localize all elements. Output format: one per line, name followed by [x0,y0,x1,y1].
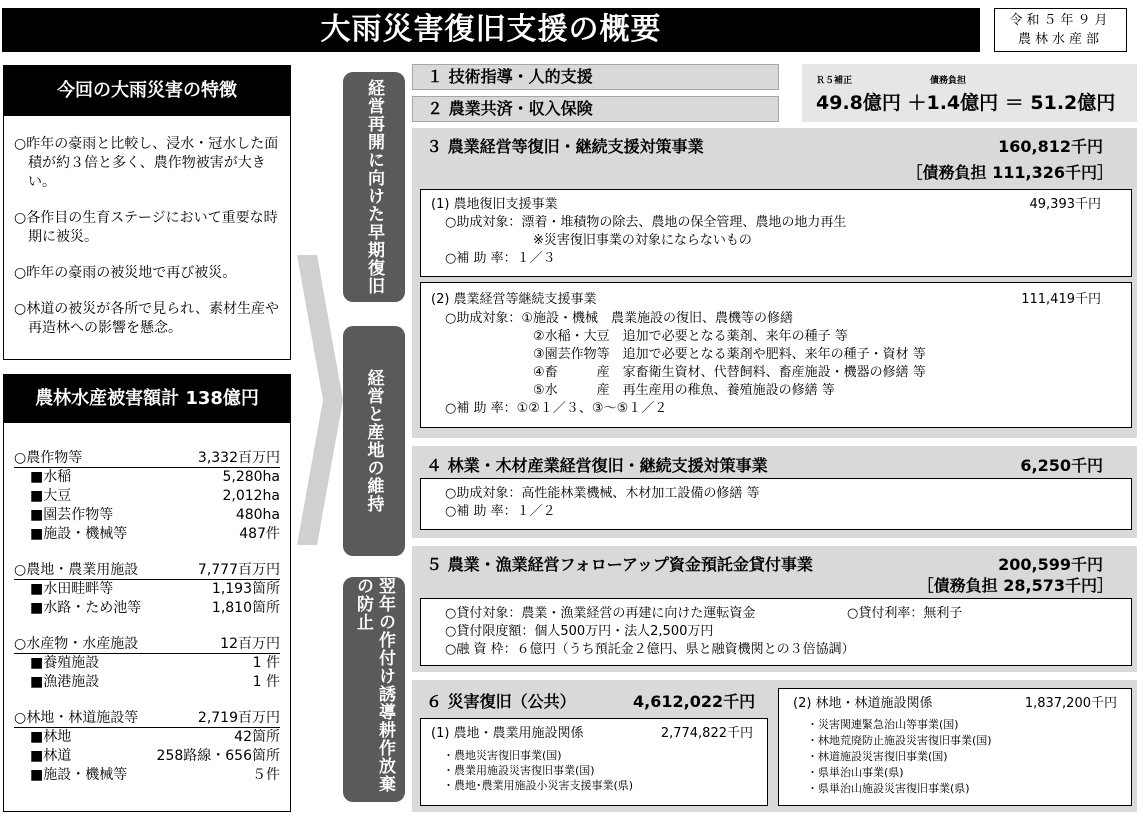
damage-category-name: ○農作物等 [14,450,83,466]
measure-4-title: ４ 林業・木材産業経営復旧・継続支援対策事業 [426,456,768,475]
damage-item-name: ■水路・ため池等 [30,600,142,616]
damage-item-name: ■大豆 [30,488,72,504]
measure-3-amount: 160,812千円 [998,137,1103,156]
damage-category-name: ○林地・林道施設等 [14,710,139,726]
damage-category [14,449,280,468]
measure-6-title: ６ 災害復旧（公共） [426,692,576,711]
measure-5-line: ○貸付限度額：個人500万円・法人2,500万円 [445,624,714,639]
measure-5-panel [412,546,1137,672]
measure-6-2-line: ・林地荒廃防止施設災害復旧事業(国) [807,734,992,747]
measure-6-panel [412,680,1137,812]
damage-category [14,709,280,728]
damage-item-name: ■養殖施設 [30,655,100,671]
damage-item-value: 1,193箇所 [211,581,280,597]
measure-6-2-line: ・林道施設災害復旧事業(国) [807,750,948,763]
damage-category-value: 2,719百万円 [197,710,280,726]
damage-item-name: ■施設・機械等 [30,526,128,542]
measure-3-1-box [420,189,1132,277]
damage-category [14,561,280,580]
damage-item-name: ■水田畦畔等 [30,581,114,597]
measure-6-1-line: ・農業用施設災害復旧事業(国) [443,764,595,777]
measure-6-amount: 4,612,022千円 [633,692,756,711]
measure-2-bar: ２ 農業共済・収入保険 [412,96,779,122]
measure-6-2-line: ・県単治山施設災害復旧事業(県) [807,782,970,795]
measure-3-title: ３ 農業経営等復旧・継続支援対策事業 [426,137,704,156]
damage-item [14,487,280,506]
measure-6-1-amount: 2,774,822千円 [660,726,753,741]
damage-item [14,506,280,525]
measure-6-2-line: ・県単治山事業(県) [807,766,904,779]
measure-4-box [420,478,1132,530]
feature-item: ○林道の被災が各所で見られ、素材生産や再造林への影響を懸念。 [14,301,280,336]
measure-3-2-line: ○補 助 率：①②１／３、③～⑤１／２ [445,401,668,416]
damage-item-name: ■園芸作物等 [30,507,114,523]
measure-3-2-line: ③園芸作物等 追加で必要となる薬剤や肥料、来年の種子・資材 等 [533,347,926,362]
measure-3-panel [412,128,1137,438]
damage-item [14,580,280,599]
measure-3-2-title: (2) 農業経営等継続支援事業 [431,292,597,307]
budget-formula: 49.8億円 ＋1.4億円 ＝ 51.2億円 [816,92,1116,114]
damage-item-value: ５件 [252,767,280,783]
measure-3-2-line: ④畜 産 家畜衛生資材、代替飼料、畜産施設・機器の修繕 等 [533,365,926,380]
damage-item-name: ■水稲 [30,469,72,485]
measure-6-2-box [778,688,1132,806]
measure-5-debt: ［債務負担 28,573千円］ [917,576,1113,595]
date-box [994,8,1127,52]
measure-3-1-line: ○補 助 率：１／３ [445,251,556,266]
feature-item: ○昨年の豪雨の被災地で再び被災。 [14,265,237,281]
measure-6-2-amount: 1,837,200千円 [1024,696,1117,711]
damage-item-value: 42箇所 [234,729,280,745]
feature-item: ○昨年の豪雨と比較し、浸水・冠水した面積が約３倍と多く、農作物被害が大きい。 [14,136,279,190]
damage-item-value: 1,810箇所 [211,600,280,616]
measure-5-title: ５ 農業・漁業経営フォローアップ資金預託金貸付事業 [426,555,813,574]
measure-3-2-line: ②水稲・大豆 追加で必要となる薬剤、来年の種子 等 [533,329,848,344]
measure-4-panel [412,446,1137,538]
measure-3-1-line: ※災害復旧事業の対象にならないもの [533,233,752,248]
measure-6-1-line: ・農地災害復旧事業(国) [443,749,562,762]
damage-item [14,654,280,673]
damage-category-value: 12百万円 [220,636,280,652]
measure-6-1-line: ・農地･農業用施設小災害支援事業(県) [443,779,634,792]
damage-item-value: 1 件 [252,655,280,671]
budget-box [802,64,1137,122]
damage-item [14,728,280,747]
damage-item [14,525,280,544]
budget-label-debt: 債務負担 [930,76,967,86]
damage-item [14,599,280,618]
measure-3-2-line: ⑤水 産 再生産用の稚魚、養殖施設の修繕 等 [533,383,835,398]
damage-item-value: 2,012ha [222,488,280,504]
date-line: 令和５年９月 [1009,13,1112,28]
damage-item [14,766,280,785]
measure-5-box [420,598,1132,666]
measure-3-2-amount: 111,419千円 [1021,292,1101,307]
features-panel [3,65,291,360]
damage-category-name: ○水産物・水産施設 [14,636,139,652]
damage-item-name: ■施設・機械等 [30,767,128,783]
measure-3-1-line: ○助成対象：漂着・堆積物の除去、農地の保全管理、農地の地力再生 [445,215,847,230]
measure-5-amount: 200,599千円 [998,555,1103,574]
measure-4-amount: 6,250千円 [1020,456,1103,475]
damage-item-value: 5,280ha [222,469,280,485]
page-title: 大雨災害復旧支援の概要 [2,8,980,52]
damage-panel [3,374,291,812]
measure-3-1-amount: 49,393千円 [1029,197,1101,212]
pillar-maintain-production: 経営と産地の維持 [343,326,405,556]
damage-item [14,673,280,692]
measure-6-2-title: (2) 林地・林道施設関係 [793,696,933,711]
damage-item-name: ■林道 [30,748,72,764]
measure-5-line: ○貸付利率：無利子 [847,606,963,621]
measure-5-line: ○貸付対象：農業・漁業経営の再建に向けた運転資金 [445,606,756,621]
arrow-right-icon [297,255,343,545]
damage-category [14,635,280,654]
measure-6-2-line: ・災害関連緊急治山等事業(国) [807,718,959,731]
damage-category-value: 3,332百万円 [197,450,280,466]
damage-category-name: ○農地・農業用施設 [14,562,139,578]
budget-label-supplementary: Ｒ５補正 [816,76,853,86]
damage-heading: 農林水産被害額計 138億円 [4,375,290,423]
pillar-early-recovery: 経営再開に向けた早期復旧 [343,72,405,302]
damage-item-value: 1 件 [252,674,280,690]
damage-item [14,747,280,766]
measure-3-2-box [420,282,1132,428]
damage-item-name: ■漁港施設 [30,674,100,690]
measure-3-2-line: ○助成対象：①施設・機械 農業施設の復旧、農機等の修繕 [445,311,793,326]
damage-item-name: ■林地 [30,729,72,745]
features-heading: 今回の大雨災害の特徴 [4,66,290,116]
measure-5-line: ○融 資 枠：６億円（うち預託金２億円、県と融資機関との３倍協調） [445,642,855,657]
feature-item: ○各作目の生育ステージにおいて重要な時期に被災。 [14,210,278,245]
department-line: 農林水産部 [1017,32,1103,47]
measure-6-1-title: (1) 農地・農業用施設関係 [431,726,584,741]
measure-6-1-box [420,718,768,806]
damage-item-value: 480ha [235,507,280,523]
measure-4-line: ○補 助 率：１／２ [445,504,556,519]
measure-3-debt: ［債務負担 111,326千円］ [906,163,1113,182]
damage-category-value: 7,777百万円 [197,562,280,578]
measure-1-bar: １ 技術指導・人的支援 [412,64,779,90]
damage-item-value: 258路線・656箇所 [156,748,280,764]
pillar-prevent-abandonment: 翌年の作付け誘導耕作放棄の防止 [343,577,405,802]
measure-3-1-title: (1) 農地復旧支援事業 [431,197,558,212]
damage-item [14,468,280,487]
damage-item-value: 487件 [239,526,280,542]
measure-4-line: ○助成対象：高性能林業機械、木材加工設備の修繕 等 [445,486,760,501]
